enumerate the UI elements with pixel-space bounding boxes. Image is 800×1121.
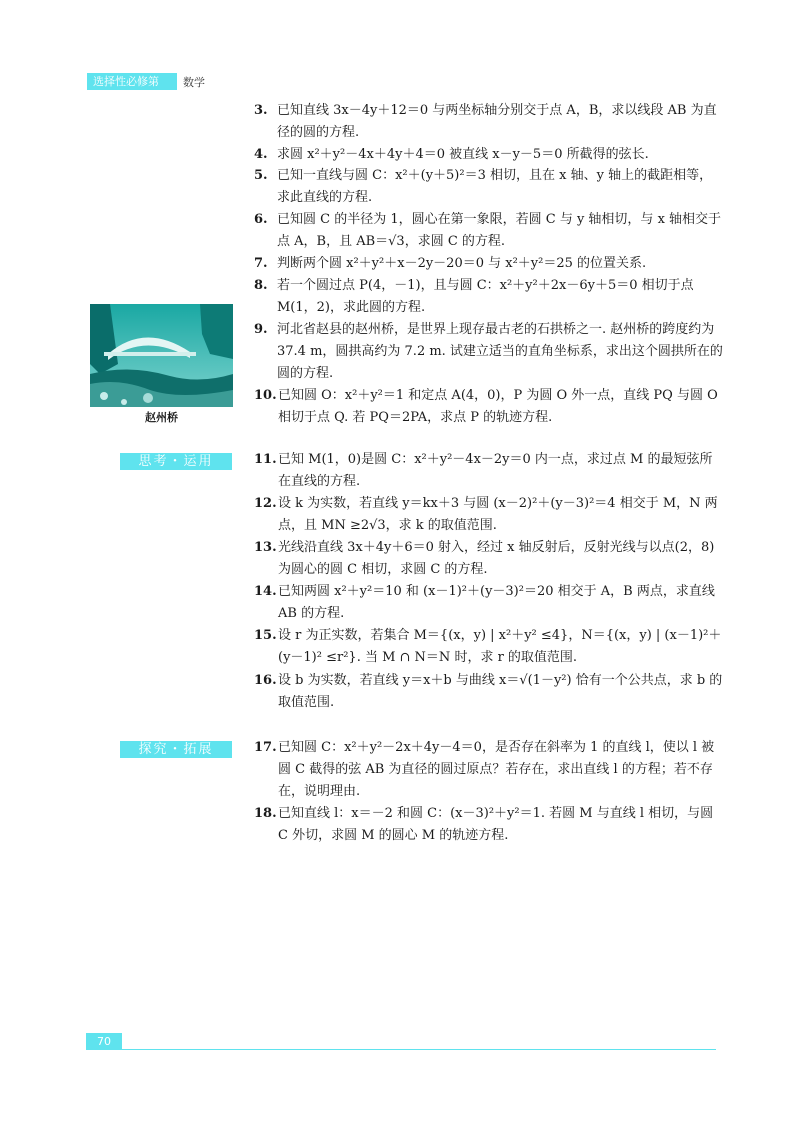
exercise-11 (254, 449, 724, 493)
exercise-number: 7. (254, 256, 268, 271)
exercise-text: 设 r 为正实数，若集合 M＝{(x，y) | x²＋y² ≤4}，N＝{(x，y) | (x－1)²＋(y－1)² ≤r²}. 当 M ∩ N＝N 时，求 r 的取值范围. (278, 628, 722, 665)
exercise-13 (254, 537, 724, 581)
section-explore-extend: 探究・拓展 (120, 741, 232, 758)
exercise-text: 判断两个圆 x²＋y²＋x－2y－20＝0 与 x²＋y²＝25 的位置关系. (277, 256, 647, 271)
exercise-text: 若一个圆过点 P(4，－1)，且与圆 C：x²＋y²＋2x－6y＋5＝0 相切于点 M(1，2)，求此圆的方程. (277, 278, 694, 315)
exercise-number: 13. (254, 540, 277, 555)
exercise-text: 已知圆 C 的半径为 1，圆心在第一象限，若圆 C 与 y 轴相切，与 x 轴相交于点 A，B，且 AB＝√3，求圆 C 的方程. (277, 212, 722, 249)
exercise-12 (254, 493, 724, 537)
exercise-number: 15. (254, 628, 277, 643)
exercise-3 (254, 100, 724, 144)
exercise-text: 设 b 为实数，若直线 y＝x＋b 与曲线 x＝√(1－y²) 恰有一个公共点，求 b 的取值范围. (278, 673, 723, 710)
exercise-7 (254, 253, 724, 275)
page-number: 70 (86, 1033, 122, 1050)
exercise-8 (254, 275, 724, 319)
exercise-number: 12. (254, 496, 277, 511)
exercise-text: 求圆 x²＋y²－4x＋4y＋4＝0 被直线 x－y－5＝0 所截得的弦长. (277, 147, 649, 162)
exercise-10 (254, 385, 724, 429)
exercise-text: 已知圆 C：x²＋y²－2x＋4y－4＝0，是否存在斜率为 1 的直线 l，使以 l 被圆 C 截得的弦 AB 为直径的圆过原点？若存在，求出直线 l 的方程；若不存在，说明理由. (278, 740, 715, 799)
exercise-6 (254, 209, 724, 253)
exercise-number: 16. (254, 673, 277, 688)
exercise-text: 设 k 为实数，若直线 y＝kx＋3 与圆 (x－2)²＋(y－3)²＝4 相交于 M，N 两点，且 MN ≥2√3，求 k 的取值范围. (278, 496, 718, 533)
exercise-text: 已知两圆 x²＋y²＝10 和 (x－1)²＋(y－3)²＝20 相交于 A，B 两点，求直线 AB 的方程. (278, 584, 715, 621)
exercise-9 (254, 319, 724, 385)
section-think-apply: 思考・运用 (120, 453, 232, 470)
exercise-number: 18. (254, 806, 277, 821)
exercise-number: 11. (254, 452, 277, 467)
exercise-4 (254, 144, 724, 166)
exercise-16 (254, 670, 724, 714)
exercise-17 (254, 737, 724, 803)
exercise-number: 9. (254, 322, 268, 337)
exercise-text: 已知 M(1，0)是圆 C：x²＋y²－4x－2y＝0 内一点，求过点 M 的最短弦所在直线的方程. (278, 452, 713, 489)
bridge-illustration (90, 304, 233, 407)
exercise-number: 17. (254, 740, 277, 755)
exercise-number: 5. (254, 168, 268, 183)
exercise-15 (254, 625, 724, 669)
exercise-number: 10. (254, 388, 277, 403)
exercise-number: 14. (254, 584, 277, 599)
exercise-text: 已知一直线与圆 C：x²＋(y＋5)²＝3 相切，且在 x 轴、y 轴上的截距相等，求此直线的方程. (277, 168, 713, 205)
book-section-label: 选择性必修第一册 (87, 73, 177, 90)
exercise-text: 已知圆 O：x²＋y²＝1 和定点 A(4，0)，P 为圆 O 外一点，直线 PQ 与圆 O 相切于点 Q. 若 PQ＝2PA，求点 P 的轨迹方程. (278, 388, 718, 425)
subject-label: 数学 (183, 75, 205, 89)
exercise-5 (254, 165, 724, 209)
photo-caption: 赵州桥 (145, 411, 178, 424)
exercise-number: 3. (254, 103, 268, 118)
exercise-18 (254, 803, 724, 847)
exercise-number: 6. (254, 212, 268, 227)
exercise-number: 8. (254, 278, 268, 293)
running-header (87, 73, 205, 105)
exercise-number: 4. (254, 147, 268, 162)
exercise-text: 光线沿直线 3x＋4y＋6＝0 射入，经过 x 轴反射后，反射光线与以点(2，8)为圆心的圆 C 相切，求圆 C 的方程. (278, 540, 715, 577)
footer-rule (86, 1049, 716, 1050)
exercise-text: 河北省赵县的赵州桥，是世界上现存最古老的石拱桥之一. 赵州桥的跨度约为 37.4 m，圆拱高约为 7.2 m. 试建立适当的直角坐标系，求出这个圆拱所在的圆的方程. (277, 322, 723, 381)
exercise-text: 已知直线 l：x＝－2 和圆 C：(x－3)²＋y²＝1. 若圆 M 与直线 l 相切，与圆 C 外切，求圆 M 的圆心 M 的轨迹方程. (278, 806, 714, 843)
zhaozhou-bridge-photo (90, 304, 233, 407)
exercise-14 (254, 581, 724, 625)
exercise-text: 已知直线 3x－4y＋12＝0 与两坐标轴分别交于点 A，B，求以线段 AB 为直径的圆的方程. (277, 103, 717, 140)
